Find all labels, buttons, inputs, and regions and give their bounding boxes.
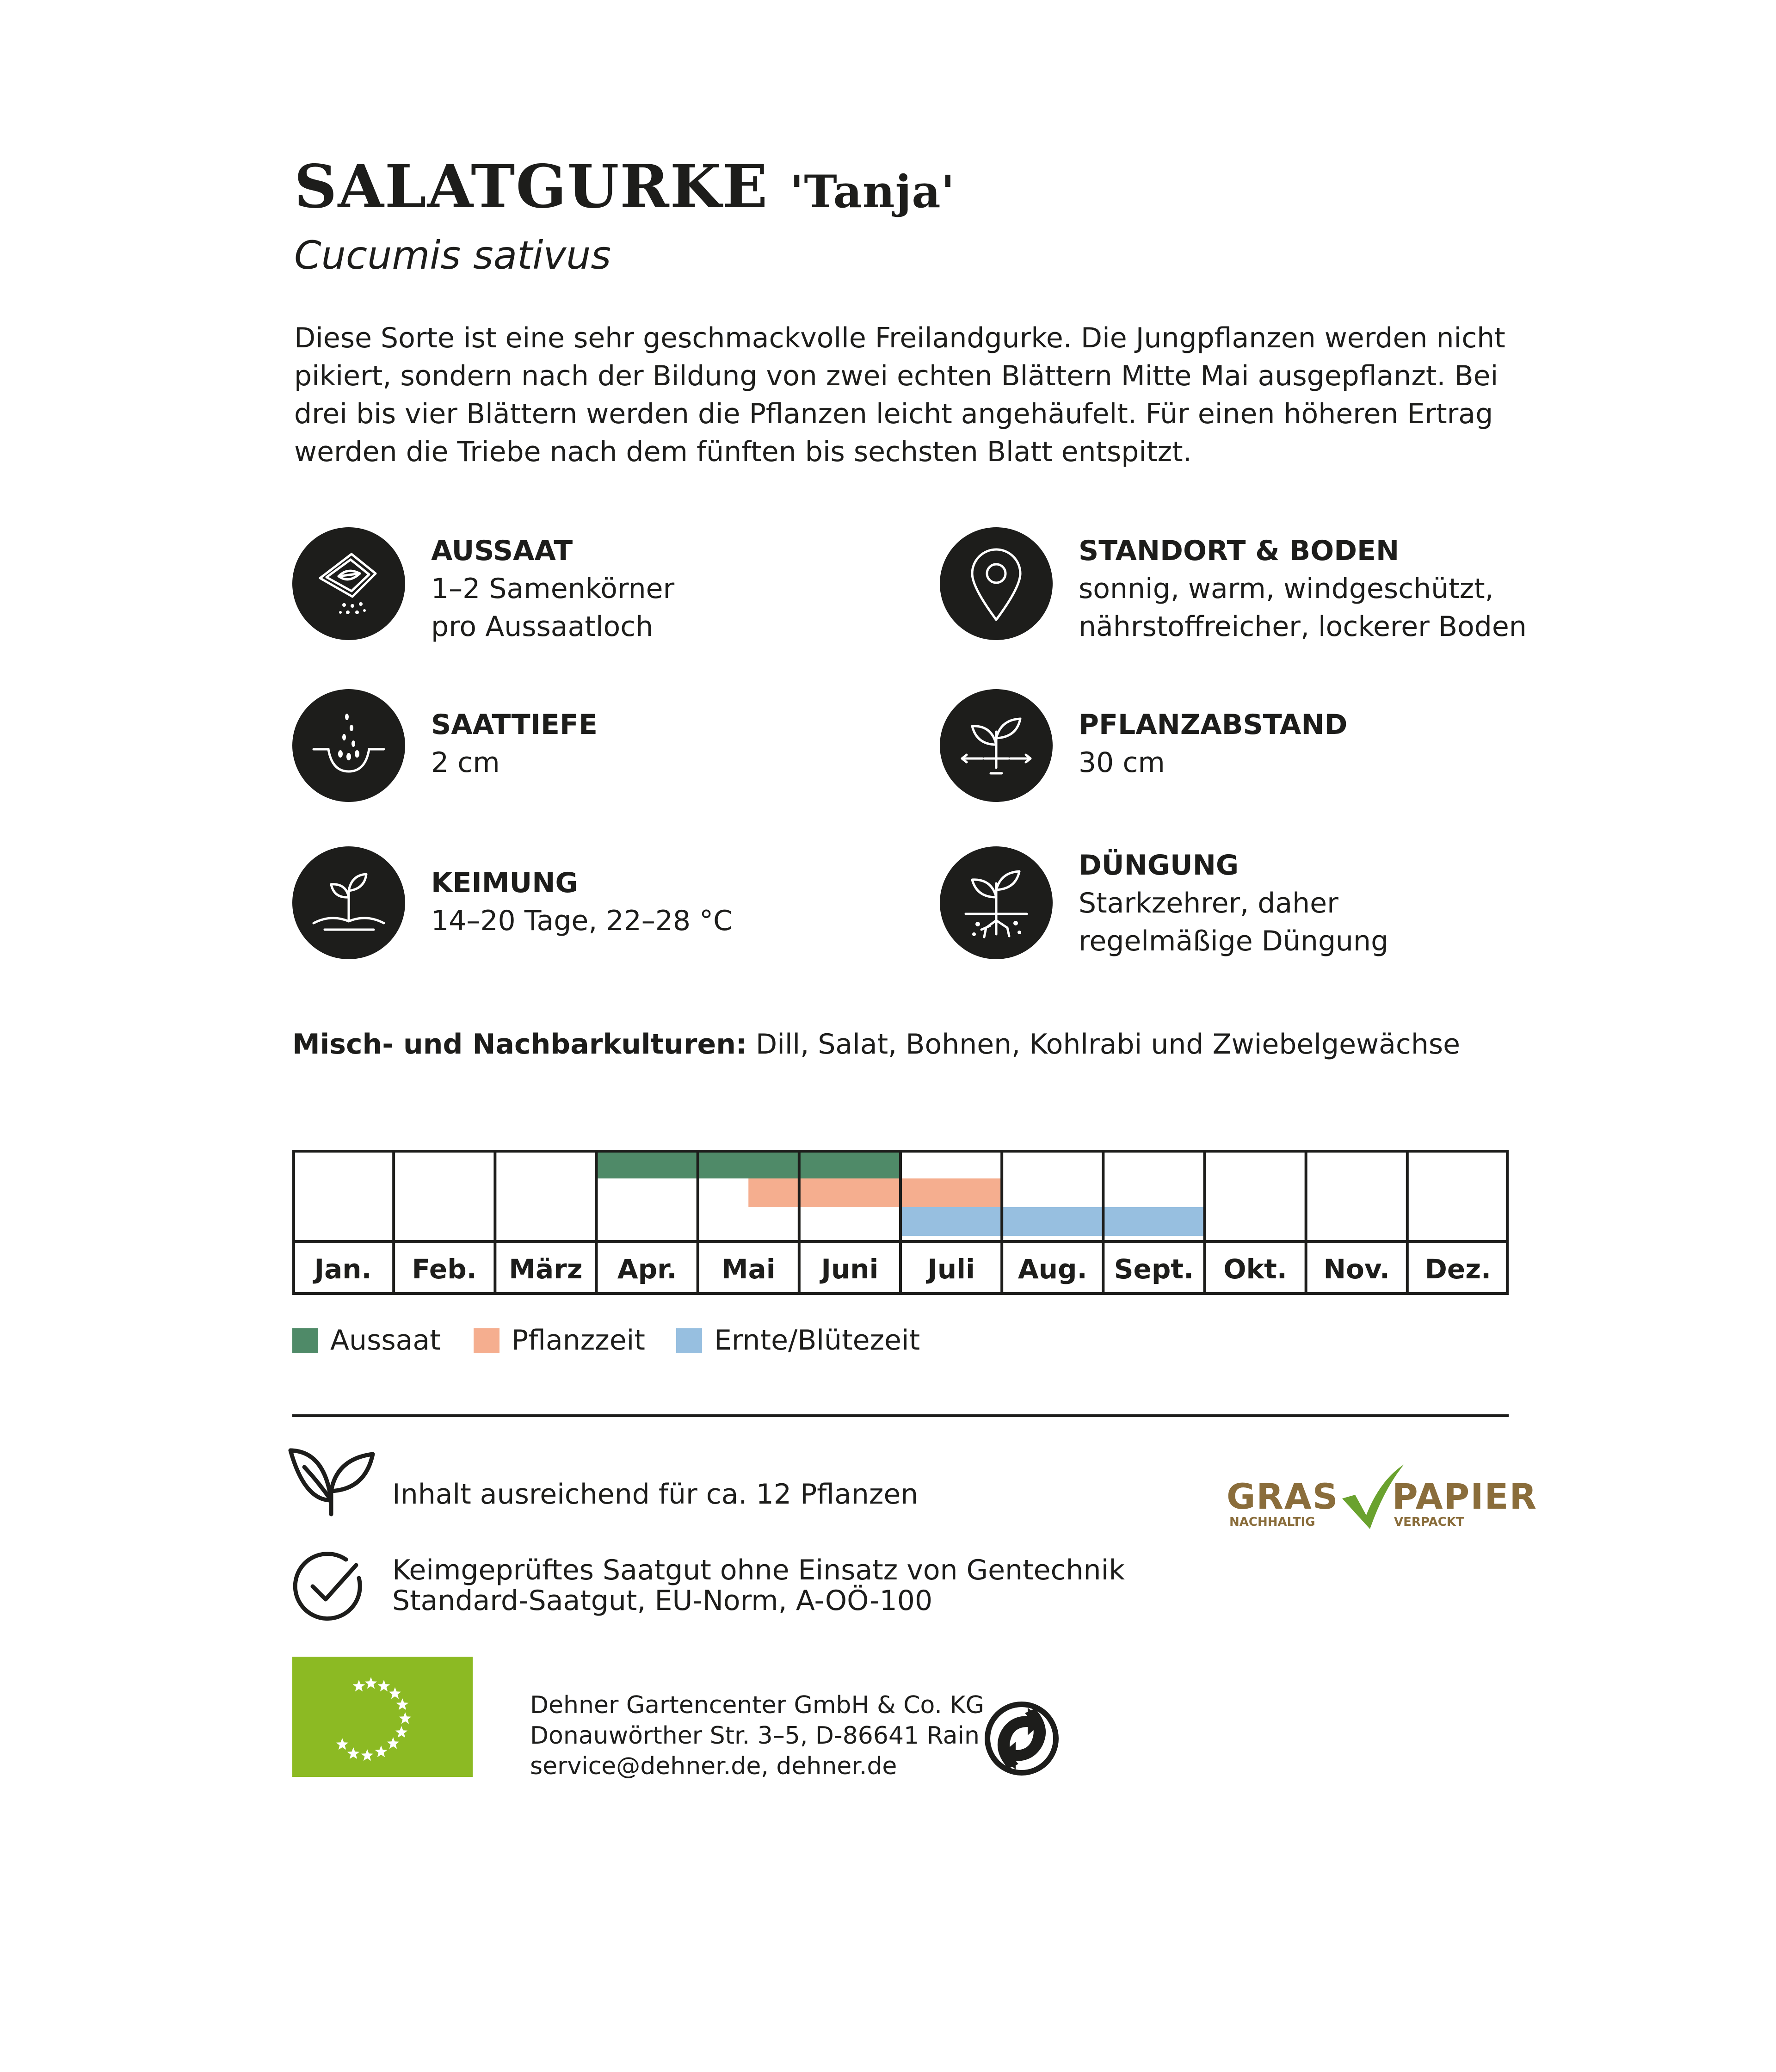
gras-papier-logo (1227, 1462, 1537, 1531)
legend-label-ernte: Ernte/Blütezeit (714, 1324, 920, 1357)
saattiefe-line1: 2 cm (431, 746, 500, 779)
latin-name: Cucumis sativus (294, 233, 611, 278)
info-pflanzabstand (940, 689, 1402, 805)
info-aussaat (292, 527, 755, 643)
seed-depth-icon (292, 689, 405, 802)
company-address (530, 1690, 984, 1782)
legend-label-pflanzzeit: Pflanzzeit (512, 1324, 645, 1357)
sprout-icon (292, 846, 405, 959)
month-label: Aug. (1018, 1253, 1087, 1285)
plant-roots-icon (940, 846, 1053, 959)
calendar-bar-aussaat (597, 1150, 901, 1178)
gras-logo-word1: GRAS (1227, 1476, 1339, 1517)
cultivar-name: 'Tanja' (790, 166, 955, 218)
keimung-heading: KEIMUNG (431, 867, 578, 899)
month-label: Jan. (314, 1253, 372, 1285)
legend-label-aussaat: Aussaat (330, 1324, 441, 1357)
calendar-bar-pflanzzeit (748, 1178, 1002, 1207)
street-address: Donauwörther Str. 3–5, D-86641 Rain (530, 1722, 980, 1750)
description-text: Diese Sorte ist eine sehr geschmackvolle Freilandgurke. Die Jungpflanzen werden nicht pikiert, sondern nach der Bildung von zwei echten Blättern Mitte Mai ausgepflanzt. Bei drei bis vier Blättern werden die Pflanzen leicht angehäufelt. Für einen höheren Ertrag werden die Triebe nach dem fünften bis sechsten Blatt entspitzt. (294, 322, 1505, 468)
product-name: SALATGURKE (294, 152, 769, 222)
companion-label: Misch- und Nachbarkulturen: (292, 1028, 747, 1061)
calendar-bar-ernte (900, 1207, 1205, 1236)
month-label: Nov. (1323, 1253, 1390, 1285)
calendar-legend (292, 1324, 940, 1357)
month-label: Okt. (1223, 1253, 1287, 1285)
gras-logo-sub1: NACHHALTIG (1229, 1515, 1315, 1529)
month-label: Dez. (1424, 1253, 1492, 1285)
contact-info: service@dehner.de, dehner.de (530, 1752, 897, 1780)
keimung-line1: 14–20 Tage, 22–28 °C (431, 905, 733, 937)
quality-info (392, 1555, 1125, 1616)
leaves-icon (286, 1445, 376, 1517)
legend-swatch-pflanzzeit (474, 1328, 500, 1353)
content-amount: Inhalt ausreichend für ca. 12 Pflanzen (392, 1478, 919, 1511)
month-label: Juni (821, 1253, 879, 1285)
company-name: Dehner Gartencenter GmbH & Co. KG (530, 1691, 984, 1719)
saattiefe-heading: SAATTIEFE (431, 709, 598, 741)
month-label: Apr. (617, 1253, 677, 1285)
plant-spacing-icon (940, 689, 1053, 802)
location-pin-icon (940, 527, 1053, 640)
product-title (294, 152, 955, 222)
standort-line2: nährstoffreicher, lockerer Boden (1079, 610, 1527, 643)
duengung-line1: Starkzehrer, daher (1079, 887, 1338, 919)
month-label: Feb. (412, 1253, 477, 1285)
month-label: Juli (927, 1253, 975, 1285)
divider-line (292, 1414, 1509, 1417)
companion-plants (292, 1028, 1461, 1061)
info-standort (940, 527, 1527, 643)
legend-swatch-ernte (676, 1328, 702, 1353)
eu-organic-logo (292, 1657, 473, 1777)
month-label: März (509, 1253, 583, 1285)
aussaat-line1: 1–2 Samenkörner (431, 573, 675, 605)
quality-line1: Keimgeprüftes Saatgut ohne Einsatz von Gentechnik (392, 1554, 1125, 1586)
month-label: Sept. (1114, 1253, 1194, 1285)
info-saattiefe (292, 689, 755, 805)
gras-logo-word2: PAPIER (1392, 1476, 1537, 1517)
sowing-calendar (292, 1150, 1509, 1295)
quality-line2: Standard-Saatgut, EU-Norm, A-OÖ-100 (392, 1585, 933, 1617)
month-label: Mai (721, 1253, 776, 1285)
standort-line1: sonnig, warm, windgeschützt, (1079, 573, 1494, 605)
pflanzabstand-heading: PFLANZABSTAND (1079, 709, 1348, 741)
green-dot-recycling-icon (982, 1699, 1061, 1778)
info-keimung (292, 846, 755, 962)
seed-packet-icon (292, 527, 405, 640)
companion-value: Dill, Salat, Bohnen, Kohlrabi und Zwiebelgewächse (746, 1028, 1461, 1061)
duengung-line2: regelmäßige Düngung (1079, 925, 1389, 957)
aussaat-line2: pro Aussaatloch (431, 610, 654, 643)
pflanzabstand-line1: 30 cm (1079, 746, 1165, 779)
gras-logo-sub2: VERPACKT (1394, 1515, 1464, 1529)
legend-swatch-aussaat (292, 1328, 318, 1353)
check-circle-icon (291, 1549, 365, 1623)
aussaat-heading: AUSSAAT (431, 535, 573, 567)
standort-heading: STANDORT & BODEN (1079, 535, 1400, 567)
duengung-heading: DÜNGUNG (1079, 849, 1239, 882)
info-duengung (940, 846, 1402, 962)
checkmark-icon (1338, 1462, 1407, 1531)
